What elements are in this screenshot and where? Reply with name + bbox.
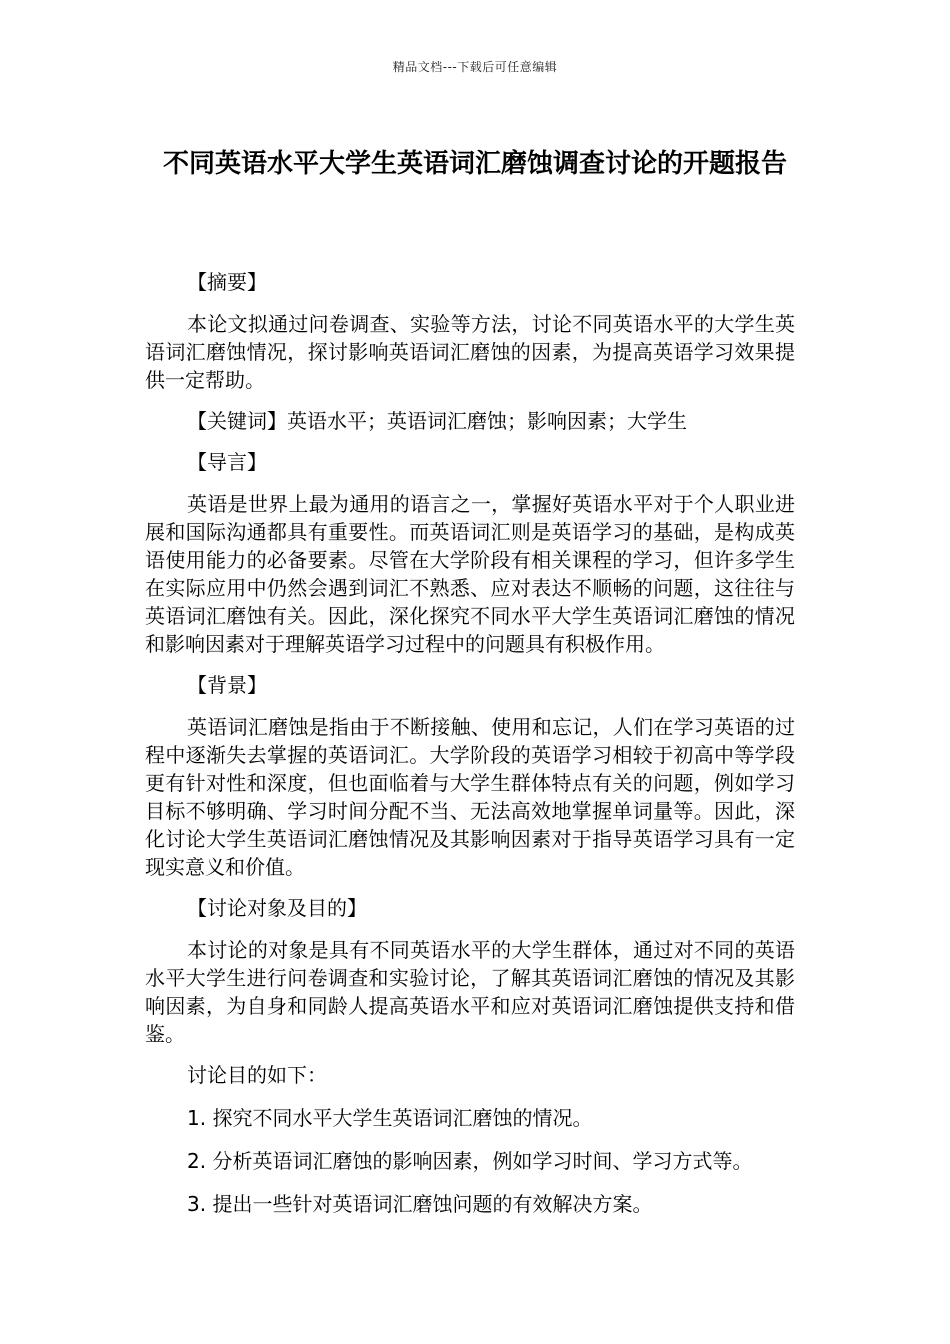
abstract-heading: 【摘要】: [187, 270, 267, 294]
objective-heading: 【讨论对象及目的】: [187, 896, 367, 920]
header-note: 精品文档---下载后可任意编辑: [392, 60, 558, 74]
document-title: 不同英语水平大学生英语词汇磨蚀调查讨论的开题报告: [162, 149, 787, 179]
background-paragraph: 英语词汇磨蚀是指由于不断接触、使用和忘记，人们在学习英语的过程中逐渐失去掌握的英语词汇。大学阶段的英语学习相较于初高中等学段更有针对性和深度，但也面临着与大学生群体特点有关的问题，例如学习目标不够明确、学习时间分配不当、无法高效地掌握单词量等。因此，深化讨论大学生英语词汇磨蚀情况及其影响因素对于指导英语学习具有一定现实意义和价值。: [145, 715, 795, 879]
purpose-item-2: 2. 分析英语词汇磨蚀的影响因素，例如学习时间、学习方式等。: [187, 1149, 753, 1173]
background-heading: 【背景】: [187, 673, 267, 697]
purpose-item-3: 3. 提出一些针对英语词汇磨蚀问题的有效解决方案。: [187, 1192, 653, 1216]
objective-paragraph: 本讨论的对象是具有不同英语水平的大学生群体，通过对不同的英语水平大学生进行问卷调查和实验讨论，了解其英语词汇磨蚀的情况及其影响因素，为自身和同龄人提高英语水平和应对英语词汇磨蚀提供支持和借鉴。: [145, 938, 795, 1046]
document-body: [145, 268, 795, 1233]
keywords-line: 【关键词】英语水平；英语词汇磨蚀；影响因素；大学生: [187, 409, 687, 433]
purpose-item-1: 1. 探究不同水平大学生英语词汇磨蚀的情况。: [187, 1106, 593, 1130]
purpose-intro: 讨论目的如下：: [187, 1063, 327, 1087]
intro-heading: 【导言】: [187, 450, 267, 474]
intro-paragraph: 英语是世界上最为通用的语言之一，掌握好英语水平对于个人职业进展和国际沟通都具有重要性。而英语词汇则是英语学习的基础，是构成英语使用能力的必备要素。尽管在大学阶段有相关课程的学习，但许多学生在实际应用中仍然会遇到词汇不熟悉、应对表达不顺畅的问题，这往往与英语词汇磨蚀有关。因此，深化探究不同水平大学生英语词汇磨蚀的情况和影响因素对于理解英语学习过程中的问题具有积极作用。: [145, 492, 795, 656]
abstract-paragraph: 本论文拟通过问卷调查、实验等方法，讨论不同英语水平的大学生英语词汇磨蚀情况，探讨影响英语词汇磨蚀的因素，为提高英语学习效果提供一定帮助。: [145, 312, 795, 392]
